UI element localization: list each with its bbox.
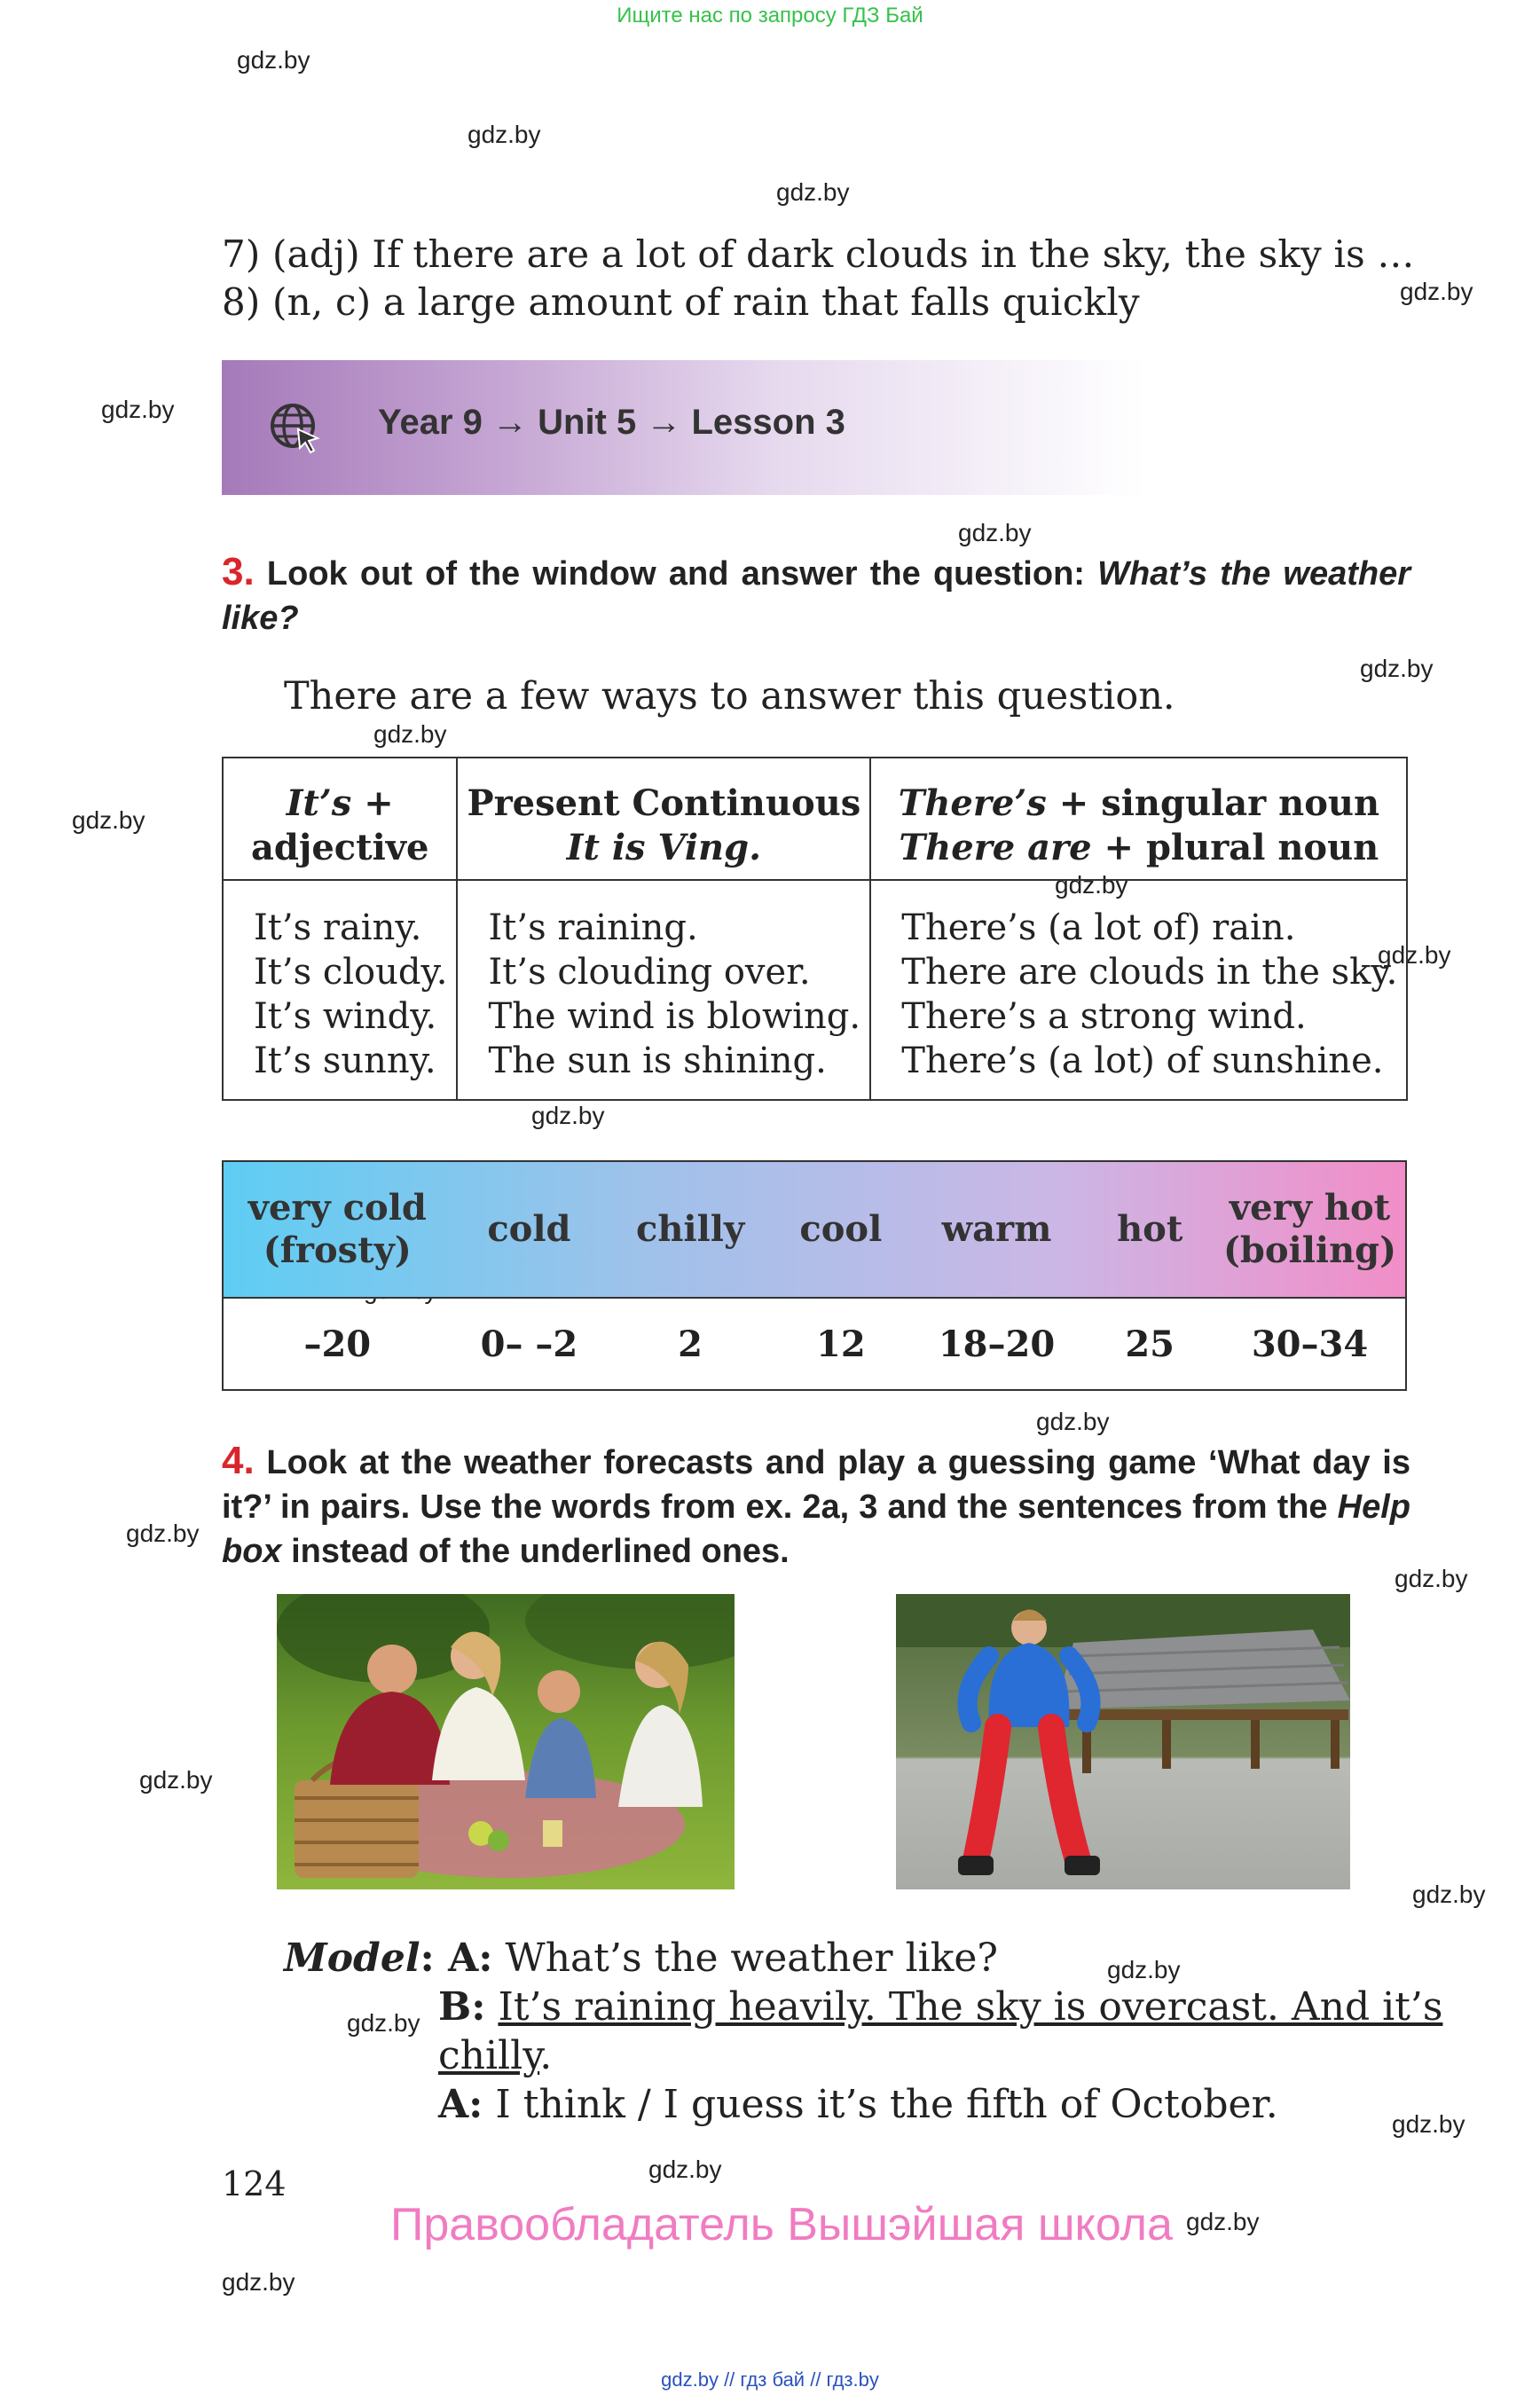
task-3-text: Look out of the window and answer the question: (266, 555, 1085, 593)
speaker-a: A: (448, 1936, 493, 1981)
watermark: gdz.by (364, 1276, 437, 1304)
lesson-link-bar[interactable] (222, 360, 1144, 495)
watermark: gdz.by (1360, 655, 1434, 682)
watermark: gdz.by (1400, 278, 1473, 305)
watermark: gdz.by (1107, 1956, 1181, 1983)
temp-value: 12 (774, 1298, 908, 1390)
watermark: gdz.by (958, 519, 1032, 546)
grammar-example: There’s (a lot) of sunshine. (901, 1041, 1384, 1081)
temp-word-warm: warm (908, 1161, 1086, 1298)
temp-value: 30–34 (1214, 1298, 1406, 1390)
grammar-header-continuous: Present Continuous It is Ving. (457, 758, 870, 880)
temp-value: 0– –2 (452, 1298, 608, 1390)
task-3-intro: There are a few ways to answer this question. (284, 674, 1175, 719)
watermark: gdz.by (1036, 1408, 1110, 1435)
temperature-values-row (223, 1298, 1406, 1390)
watermark: gdz.by (222, 2268, 295, 2296)
grammar-example: It’s rainy. (254, 907, 422, 948)
model-question: What’s the weather like? (505, 1936, 999, 1981)
temp-word-chilly: chilly (607, 1161, 774, 1298)
temp-word-cold: cold (452, 1161, 608, 1298)
watermark: gdz.by (1055, 871, 1128, 899)
model-answer-end: chilly (438, 2033, 540, 2078)
watermark: gdz.by (1186, 2208, 1260, 2235)
task-4-heading (222, 1439, 1410, 1574)
watermark: gdz.by (468, 121, 541, 148)
task-4-text-end: instead of the underlined ones. (291, 1533, 790, 1570)
temp-word-very-cold: very cold (frosty) (223, 1161, 452, 1298)
lesson-link-text[interactable]: Year 9 → Unit 5 → Lesson 3 (378, 403, 845, 442)
temperature-scale-table (222, 1160, 1407, 1391)
watermark: gdz.by (648, 2156, 722, 2183)
task-number: 4. (222, 1439, 255, 1482)
grammar-example: It’s windy. (254, 996, 437, 1037)
task-4-text: Look at the weather forecasts and play a guessing game ‘What day is it?’ in pairs. Use the words from ex. 2a, 3 and the sentences from the (222, 1444, 1410, 1526)
watermark: gdz.by (1395, 1565, 1468, 1592)
grammar-example: It’s cloudy. (254, 952, 448, 993)
model-label: Model (284, 1936, 420, 1981)
temperature-words-row (223, 1161, 1406, 1298)
grammar-example: It’s clouding over. (488, 952, 811, 993)
model-answer: It’s raining heavily. The sky is overcast. And it’s (498, 1984, 1443, 2030)
grammar-example: There are clouds in the sky. (901, 952, 1398, 993)
temp-word-cool: cool (774, 1161, 908, 1298)
watermark: gdz.by (126, 1520, 200, 1547)
page-number: 124 (222, 2164, 287, 2203)
watermark: gdz.by (139, 1766, 213, 1794)
grammar-table (222, 757, 1408, 1101)
grammar-example: There’s a strong wind. (901, 996, 1307, 1037)
definition-7: 7) (adj) If there are a lot of dark clouds in the sky, the sky is … (222, 232, 1415, 276)
roller-skater-photo (896, 1594, 1350, 1889)
watermark: gdz.by (373, 720, 447, 748)
globe-cursor-icon (268, 401, 321, 454)
grammar-column-adjective (223, 880, 457, 1100)
watermark: gdz.by (347, 2009, 420, 2037)
watermark: gdz.by (237, 46, 310, 74)
temp-value: 18–20 (908, 1298, 1086, 1390)
grammar-example: The wind is blowing. (488, 996, 861, 1037)
top-banner: Ищите нас по запросу ГДЗ Бай (617, 4, 923, 27)
grammar-header-there-is: There’s + singular noun There are + plural noun (870, 758, 1407, 880)
temp-value: –20 (223, 1298, 452, 1390)
watermark: gdz.by (101, 396, 175, 423)
watermark: gdz.by (1392, 2110, 1465, 2138)
grammar-column-continuous (457, 880, 870, 1100)
watermark: gdz.by (1412, 1881, 1486, 1908)
picnic-photo (277, 1594, 735, 1889)
task-3-heading (222, 550, 1410, 640)
grammar-header-adjective: It’s + adjective (223, 758, 457, 880)
watermark: gdz.by (1378, 941, 1451, 969)
temp-value: 25 (1085, 1298, 1214, 1390)
footer-links[interactable]: gdz.by // гдз бай // гдз.by (661, 2368, 879, 2391)
model-dialogue: Model: A: What’s the weather like? B: It’s raining heavily. The sky is overcast. And it’s chilly. A: I think / I guess it’s the fifth of October. (284, 1936, 1443, 2127)
task-3-question: What’s the weather like? (222, 555, 1411, 637)
help-box-reference: Help box (222, 1488, 1410, 1570)
watermark: gdz.by (531, 1102, 605, 1129)
model-reply: I think / I guess it’s the fifth of October. (495, 2082, 1278, 2127)
rights-holder: Правообладатель Вышэйшая школа (390, 2199, 1173, 2250)
grammar-example: It’s sunny. (254, 1041, 436, 1081)
watermark: gdz.by (776, 178, 850, 206)
task-number: 3. (222, 550, 255, 593)
grammar-example: The sun is shining. (488, 1041, 827, 1081)
temp-word-very-hot: very hot (boiling) (1214, 1161, 1406, 1298)
grammar-example: There’s (a lot of) rain. (901, 907, 1296, 948)
definition-8: 8) (n, c) a large amount of rain that falls quickly (222, 280, 1140, 324)
grammar-column-there-is (870, 880, 1407, 1100)
watermark: gdz.by (72, 806, 145, 834)
grammar-example: It’s raining. (488, 907, 698, 948)
speaker-a: A: (438, 2082, 483, 2127)
temp-word-hot: hot (1085, 1161, 1214, 1298)
speaker-b: B: (438, 1984, 486, 2030)
temp-value: 2 (607, 1298, 774, 1390)
